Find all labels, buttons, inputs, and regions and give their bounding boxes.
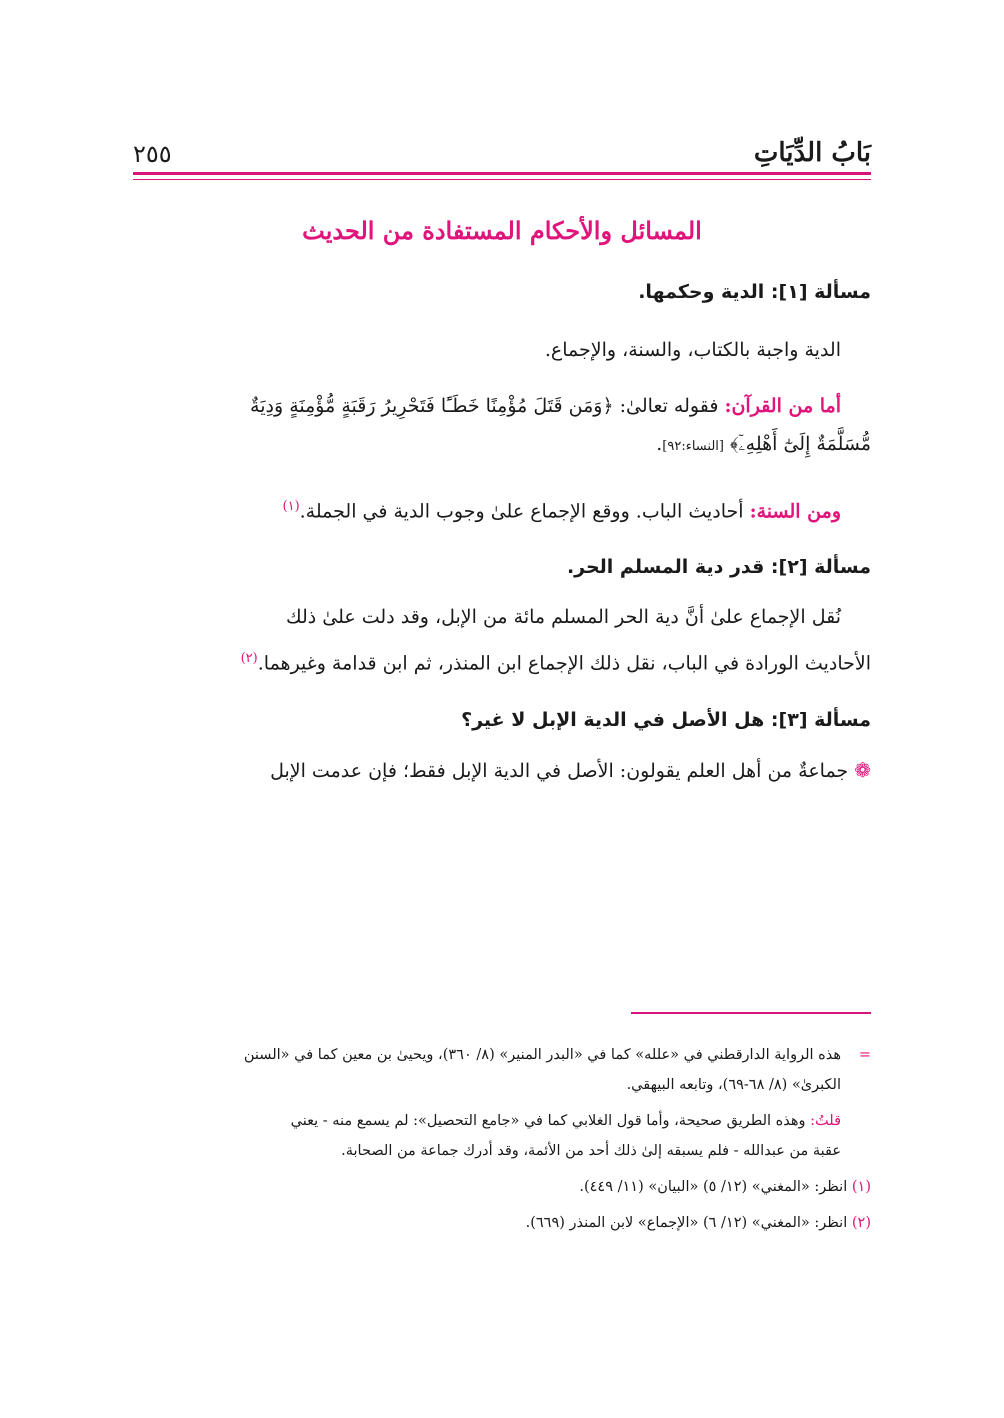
- issue-2-heading: مسألة [٢]: قدر دية المسلم الحر.: [566, 556, 871, 579]
- issue-1-heading: مسألة [١]: الدية وحكمها.: [638, 281, 871, 303]
- footnote-qult-2: [133, 1136, 871, 1166]
- sunnah-evidence: [133, 492, 871, 526]
- issue-2-text-line2: [133, 644, 871, 678]
- issue-2-text: الأحاديث الورادة في الباب، نقل ذلك الإجماع ابن المنذر، ثم ابن قدامة وغيرهما.: [257, 652, 871, 675]
- footnote-1-text: انظر: «المغني» (١٢/ ٥) «البيان» (١١/ ٤٤٩).: [579, 1179, 848, 1195]
- footnote-continuation: [133, 1040, 871, 1070]
- footnote-1: [133, 1172, 871, 1202]
- page-number: ٢٥٥: [133, 140, 172, 168]
- sunnah-label: ومن السنة:: [749, 500, 841, 523]
- continuation-line2: الكبرىٰ» (٨/ ٦٨-٦٩)، وتابعه البيهقي.: [626, 1077, 841, 1093]
- quran-verse-line2: مُّسَلَّمَةٌ إِلَىٰٓ أَهْلِهِۦٓ﴾: [730, 433, 871, 455]
- sunnah-text: أحاديث الباب. ووقع الإجماع علىٰ وجوب الدية في الجملة.: [299, 500, 744, 523]
- quran-label: أما من القرآن:: [724, 395, 841, 417]
- footnote-2-number: (٢): [851, 1215, 871, 1231]
- qult-label: قلتُ:: [810, 1113, 841, 1129]
- issue-3-heading: مسألة [٣]: هل الأصل في الدية الإبل لا غير؟: [461, 708, 871, 731]
- qult-line2: عقبة من عبدالله - فلم يسبقه إلىٰ ذلك أحد من الأئمة، وقد أدرك جماعة من الصحابة.: [341, 1143, 841, 1159]
- header-rule-thin: [133, 179, 871, 180]
- footnote-1-number: (١): [851, 1179, 871, 1195]
- footnote-continuation-2: [133, 1070, 871, 1100]
- chapter-title: بَابُ الدِّيَاتِ: [753, 138, 871, 168]
- issue-1-text: الدية واجبة بالكتاب، والسنة، والإجماع.: [544, 339, 841, 361]
- quran-intro: فقوله تعالىٰ:: [619, 395, 719, 417]
- issue-3-text: [133, 755, 871, 786]
- running-header: [133, 122, 871, 168]
- quran-evidence-line2: [133, 429, 871, 462]
- verse-end: .: [656, 433, 663, 455]
- main-content: [133, 205, 871, 786]
- footnote-ref-1[interactable]: (١): [282, 499, 300, 514]
- issue-3-body: جماعةٌ من أهل العلم يقولون: الأصل في الدية الإبل فقط؛ فإن عدمت الإبل: [270, 759, 849, 782]
- continuation-line1: هذه الرواية الدارقطني في «علله» كما في «البدر المنير» (٨/ ٣٦٠)، ويحيىٰ بن معين كما في «السنن: [243, 1047, 841, 1063]
- flower-bullet-icon: ❁: [854, 757, 871, 782]
- continuation-marker: =: [858, 1047, 871, 1063]
- footnote-separator: [631, 1012, 871, 1014]
- quran-verse-line1: ﴿وَمَن قَتَلَ مُؤْمِنًا خَطَـًٔا فَتَحْرِيرُ رَقَبَةٍ مُّؤْمِنَةٍ وَدِيَةٌ: [250, 395, 614, 417]
- footnote-ref-2[interactable]: (٢): [240, 651, 258, 667]
- footnote-2-text: انظر: «المغني» (١٢/ ٦) «الإجماع» لابن المنذر (٦٦٩).: [525, 1215, 848, 1231]
- section-title: المسائل والأحكام المستفادة من الحديث: [302, 216, 702, 245]
- footnote-qult: [133, 1106, 871, 1136]
- footnote-2: [133, 1208, 871, 1238]
- verse-reference: [النساء:٩٢]: [662, 439, 724, 454]
- footnotes: [133, 1040, 871, 1238]
- qult-line1: وهذه الطريق صحيحة، وأما قول الغلابي كما في «جامع التحصيل»: لم يسمع منه - يعني: [290, 1113, 806, 1129]
- quran-evidence-line1: [133, 391, 871, 421]
- issue-2-text-line1: نُقل الإجماع علىٰ أنَّ دية الحر المسلم مائة من الإبل، وقد دلت علىٰ ذلك: [285, 606, 841, 629]
- header-rule-thick: [133, 172, 871, 175]
